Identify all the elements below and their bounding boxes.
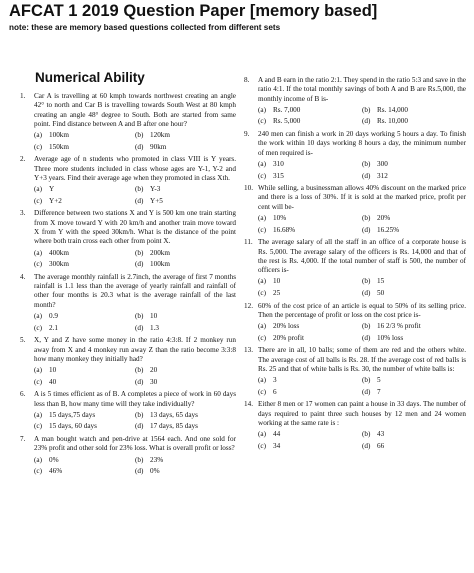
option-label: (d)	[362, 225, 371, 234]
answer-option	[135, 410, 236, 422]
option-value: Y	[49, 185, 55, 194]
option-label: (c)	[34, 142, 42, 151]
option-label: (b)	[362, 159, 371, 168]
question-item	[20, 92, 236, 153]
answer-option	[135, 365, 236, 377]
question-number: 11.	[244, 238, 253, 247]
option-value: 10% loss	[377, 333, 404, 342]
option-label: (d)	[135, 422, 144, 431]
option-label: (c)	[258, 289, 266, 298]
answer-option	[135, 377, 236, 389]
option-label: (c)	[258, 387, 266, 396]
answer-option	[258, 116, 362, 128]
question-text: The average monthly rainfall is 2.7inch, the average of first 7 months rainfall is 1.1 less than the average of yearly rainfall and rainfall of other four months is 20.3 what is the average rainfall of the last month?	[34, 272, 236, 309]
options-grid	[34, 365, 236, 388]
question-text: Car A is travelling at 60 kmph towards northwest creating an angle 42° to north and Car B is travelling towards South West at 80 kmph creating an angle 48° degree to South. Both are started from same point. Find distance between A and B after one hour?	[34, 92, 236, 128]
options-grid	[34, 410, 236, 433]
answer-option	[34, 248, 135, 260]
option-label: (b)	[135, 185, 144, 194]
option-label: (a)	[34, 410, 42, 419]
page-title: AFCAT 1 2019 Question Paper [memory based]	[9, 2, 378, 20]
option-value: 43	[377, 430, 385, 439]
option-label: (b)	[135, 410, 144, 419]
options-grid	[258, 429, 466, 452]
answer-option	[258, 288, 362, 300]
option-label: (b)	[135, 131, 144, 140]
question-item	[244, 184, 466, 236]
question-text: While selling, a businessman allows 40% discount on the marked price and there is a loss of 30%. If it is sold at the marked price, profit per cent will be-	[258, 184, 466, 211]
question-body	[258, 130, 466, 182]
question-text: There are in all, 10 balls; some of them are red and the others white. The average cost of all balls is Rs. 28. If the average cost of red balls is Rs. 25 and that of white balls is Rs. 30, the number of white balls is:	[258, 346, 466, 373]
option-label: (c)	[34, 467, 42, 476]
option-label: (a)	[258, 430, 266, 439]
option-label: (a)	[34, 185, 42, 194]
option-label: (b)	[135, 366, 144, 375]
option-label: (d)	[135, 467, 144, 476]
question-body	[258, 400, 466, 452]
option-value: 23%	[150, 455, 164, 464]
option-value: 150km	[49, 142, 69, 151]
option-label: (c)	[34, 260, 42, 269]
option-value: 16 2/3 % profit	[377, 322, 421, 331]
page-note: note: these are memory based questions collected from different sets	[9, 23, 281, 32]
question-body	[34, 273, 236, 334]
answer-option	[34, 410, 135, 422]
option-value: 20% loss	[273, 322, 300, 331]
question-body	[34, 155, 236, 207]
option-value: 7	[377, 387, 381, 396]
option-value: 10	[49, 366, 57, 375]
question-text: 240 men can finish a work in 20 days working 5 hours a day. To finish the work within 10 days working 8 hours a day, the minimum number of men required is-	[258, 130, 466, 157]
answer-option	[34, 196, 135, 208]
question-item	[244, 400, 466, 452]
answer-option	[258, 333, 362, 345]
option-value: Y+2	[49, 196, 62, 205]
answer-option	[362, 333, 466, 345]
question-number: 3.	[20, 209, 26, 218]
answer-option	[34, 259, 135, 271]
option-value: 312	[377, 171, 388, 180]
question-number: 5.	[20, 336, 26, 345]
options-grid	[258, 321, 466, 344]
option-label: (a)	[34, 312, 42, 321]
question-item	[244, 130, 466, 182]
answer-option	[258, 441, 362, 453]
answer-option	[135, 130, 236, 142]
option-label: (c)	[258, 225, 266, 234]
answer-option	[362, 288, 466, 300]
option-label: (d)	[135, 377, 144, 386]
answer-option	[362, 116, 466, 128]
question-body	[258, 346, 466, 398]
answer-option	[135, 142, 236, 154]
answer-option	[34, 184, 135, 196]
answer-option	[135, 184, 236, 196]
question-text: 60% of the cost price of an article is equal to 50% of its selling price. Then the percentage of profit or loss on the cost price is-	[258, 301, 466, 319]
question-number: 9.	[244, 130, 250, 139]
answer-option	[34, 311, 135, 323]
option-value: 310	[273, 159, 284, 168]
question-text: A man bought watch and pen-drive at 1564 each. And one sold for 23% profit and other sold for 23% loss. What is overall profit or loss?	[34, 435, 236, 453]
answer-option	[362, 375, 466, 387]
question-text: The average salary of all the staff in an office of a corporate house is Rs. 5,000. The average salary of the officers is Rs. 14,000 and that of the rest is Rs. 4,000. If the total number of staff is 500, the number of officers is-	[258, 238, 466, 275]
option-value: 100km	[49, 131, 69, 140]
option-value: 400km	[49, 248, 69, 257]
answer-option	[362, 225, 466, 237]
question-text: Either 8 men or 17 women can paint a house in 33 days. The number of days required to paint three such houses by 12 men and 24 women working at the same rate is :	[258, 400, 466, 428]
answer-option	[135, 311, 236, 323]
option-value: 20%	[377, 214, 391, 223]
option-label: (b)	[135, 248, 144, 257]
option-value: 16.68%	[273, 225, 296, 234]
option-label: (c)	[258, 171, 266, 180]
answer-option	[258, 159, 362, 171]
option-value: 200km	[150, 248, 170, 257]
question-number: 1.	[20, 92, 26, 100]
option-label: (b)	[362, 277, 371, 286]
option-value: 0%	[150, 467, 160, 476]
question-number: 6.	[20, 390, 26, 399]
option-label: (b)	[362, 376, 371, 385]
options-grid	[258, 159, 466, 182]
question-number: 14.	[244, 400, 253, 409]
question-text: Average age of n students who promoted in class VIII is Y years. Three more students included in class whose ages are Y-1, Y-2 and Y+3 years. Find their average age when they promoted in class Xth.	[34, 155, 236, 182]
option-value: 40	[49, 377, 57, 386]
option-label: (d)	[362, 387, 371, 396]
option-label: (c)	[258, 441, 266, 450]
option-value: 15	[377, 277, 385, 286]
option-value: 0.9	[49, 312, 58, 321]
answer-option	[135, 248, 236, 260]
question-number: 4.	[20, 272, 26, 281]
answer-option	[362, 213, 466, 225]
question-body	[258, 238, 466, 299]
option-value: 10%	[273, 214, 287, 223]
answer-option	[135, 196, 236, 208]
option-value: 10	[150, 312, 158, 321]
option-label: (d)	[362, 441, 371, 450]
answer-option	[362, 321, 466, 333]
right-column	[244, 76, 466, 455]
option-label: (a)	[258, 214, 266, 223]
question-text: A is 5 times efficient as of B. A completes a piece of work in 60 days less than B, how many time will they take individually?	[34, 390, 236, 408]
options-grid	[34, 311, 236, 334]
option-label: (c)	[34, 422, 42, 431]
option-label: (d)	[135, 142, 144, 151]
question-number: 12.	[244, 301, 253, 310]
option-value: 3	[273, 376, 277, 385]
option-label: (a)	[34, 366, 42, 375]
options-grid	[34, 248, 236, 271]
option-value: 13 days, 65 days	[150, 410, 198, 419]
option-label: (a)	[258, 376, 266, 385]
answer-option	[362, 387, 466, 399]
option-value: Rs. 5,000	[273, 117, 301, 126]
option-label: (a)	[258, 159, 266, 168]
question-item	[244, 302, 466, 345]
option-value: 30	[150, 377, 158, 386]
left-column	[20, 92, 236, 480]
answer-option	[362, 429, 466, 441]
answer-option	[258, 387, 362, 399]
options-grid	[258, 276, 466, 299]
answer-option	[258, 321, 362, 333]
option-value: 46%	[49, 467, 63, 476]
question-body	[34, 390, 236, 433]
option-value: Y-3	[150, 185, 161, 194]
answer-option	[135, 323, 236, 335]
option-label: (d)	[362, 171, 371, 180]
question-item	[20, 155, 236, 207]
question-item	[244, 238, 466, 299]
answer-option	[362, 276, 466, 288]
question-body	[34, 209, 236, 270]
option-label: (b)	[135, 312, 144, 321]
options-grid	[258, 375, 466, 398]
option-value: 100km	[150, 260, 170, 269]
answer-option	[34, 455, 135, 467]
option-label: (d)	[135, 323, 144, 332]
question-number: 10.	[244, 184, 253, 193]
option-value: 2.1	[49, 323, 58, 332]
option-label: (a)	[258, 277, 266, 286]
question-number: 13.	[244, 346, 253, 355]
option-value: 15 days, 60 days	[49, 422, 97, 431]
option-value: 90km	[150, 142, 167, 151]
option-value: 1.3	[150, 323, 159, 332]
question-text: A and B earn in the ratio 2:1. They spend in the ratio 5:3 and save in the ratio 4:1. If the total monthly savings of both A and B are Rs.5,000, the monthly income of B is-	[258, 76, 466, 103]
question-text: X, Y and Z have some money in the ratio 4:3:8. If 2 monkey run away from X and 4 monkey run away Z than the ratio become 3:3:8 how many monkey they initially had?	[34, 336, 236, 363]
answer-option	[135, 259, 236, 271]
question-body	[34, 336, 236, 388]
answer-option	[258, 375, 362, 387]
question-number: 8.	[244, 76, 250, 84]
question-item	[20, 209, 236, 270]
option-value: 15 days,75 days	[49, 410, 96, 419]
option-value: 20	[150, 366, 158, 375]
option-value: 20% profit	[273, 333, 304, 342]
option-label: (b)	[362, 322, 371, 331]
option-value: 6	[273, 387, 277, 396]
answer-option	[34, 365, 135, 377]
option-value: Rs. 14,000	[377, 105, 408, 114]
option-value: 5	[377, 376, 381, 385]
answer-option	[258, 105, 362, 117]
option-value: 300	[377, 159, 388, 168]
answer-option	[362, 105, 466, 117]
option-label: (b)	[362, 430, 371, 439]
answer-option	[34, 323, 135, 335]
option-label: (b)	[362, 105, 371, 114]
option-value: Rs. 7,000	[273, 105, 301, 114]
answer-option	[135, 455, 236, 467]
question-item	[20, 435, 236, 478]
answer-option	[258, 213, 362, 225]
option-label: (b)	[135, 455, 144, 464]
options-grid	[258, 105, 466, 128]
option-value: 0%	[49, 455, 59, 464]
option-label: (a)	[34, 248, 42, 257]
option-label: (d)	[362, 333, 371, 342]
answer-option	[362, 441, 466, 453]
option-value: 315	[273, 171, 284, 180]
option-label: (d)	[135, 260, 144, 269]
option-label: (c)	[258, 117, 266, 126]
question-item	[244, 76, 466, 128]
answer-option	[34, 142, 135, 154]
option-label: (c)	[34, 196, 42, 205]
option-value: 44	[273, 430, 281, 439]
option-label: (c)	[34, 377, 42, 386]
answer-option	[135, 421, 236, 433]
answer-option	[34, 466, 135, 478]
answer-option	[258, 225, 362, 237]
option-value: Y+5	[150, 196, 163, 205]
question-body	[258, 302, 466, 345]
option-value: 25	[273, 289, 281, 298]
option-value: 300km	[49, 260, 69, 269]
option-value: 66	[377, 441, 385, 450]
option-label: (a)	[34, 131, 42, 140]
option-label: (c)	[34, 323, 42, 332]
answer-option	[34, 130, 135, 142]
options-grid	[258, 213, 466, 236]
option-value: 16.25%	[377, 225, 400, 234]
question-item	[244, 346, 466, 398]
option-label: (b)	[362, 214, 371, 223]
option-label: (d)	[135, 196, 144, 205]
question-body	[258, 184, 466, 236]
question-text: Difference between two stations X and Y is 500 km one train starting from X move toward Y with 20 km/h and another train move toward X from Y with the speed 30km/h. What is the distance of the point where both train cross each other from point X.	[34, 209, 236, 246]
option-label: (d)	[362, 289, 371, 298]
option-label: (d)	[362, 117, 371, 126]
options-grid	[34, 455, 236, 478]
question-body	[34, 92, 236, 153]
answer-option	[34, 377, 135, 389]
option-value: 17 days, 85 days	[150, 422, 198, 431]
answer-option	[258, 171, 362, 183]
answer-option	[135, 466, 236, 478]
answer-option	[258, 276, 362, 288]
answer-option	[362, 159, 466, 171]
question-item	[20, 336, 236, 388]
options-grid	[34, 184, 236, 207]
answer-option	[362, 171, 466, 183]
question-number: 7.	[20, 435, 26, 444]
option-value: 10	[273, 277, 281, 286]
option-label: (a)	[258, 105, 266, 114]
section-title: Numerical Ability	[35, 70, 145, 85]
question-body	[258, 76, 466, 128]
question-number: 2.	[20, 155, 26, 164]
question-body	[34, 435, 236, 478]
question-item	[20, 390, 236, 433]
options-grid	[34, 130, 236, 153]
option-value: 50	[377, 289, 385, 298]
option-value: Rs. 10,000	[377, 117, 408, 126]
page-header	[9, 2, 465, 33]
option-value: 120km	[150, 131, 170, 140]
option-label: (a)	[34, 455, 42, 464]
answer-option	[258, 429, 362, 441]
question-item	[20, 273, 236, 334]
answer-option	[34, 421, 135, 433]
option-label: (a)	[258, 322, 266, 331]
option-value: 34	[273, 441, 281, 450]
option-label: (c)	[258, 333, 266, 342]
